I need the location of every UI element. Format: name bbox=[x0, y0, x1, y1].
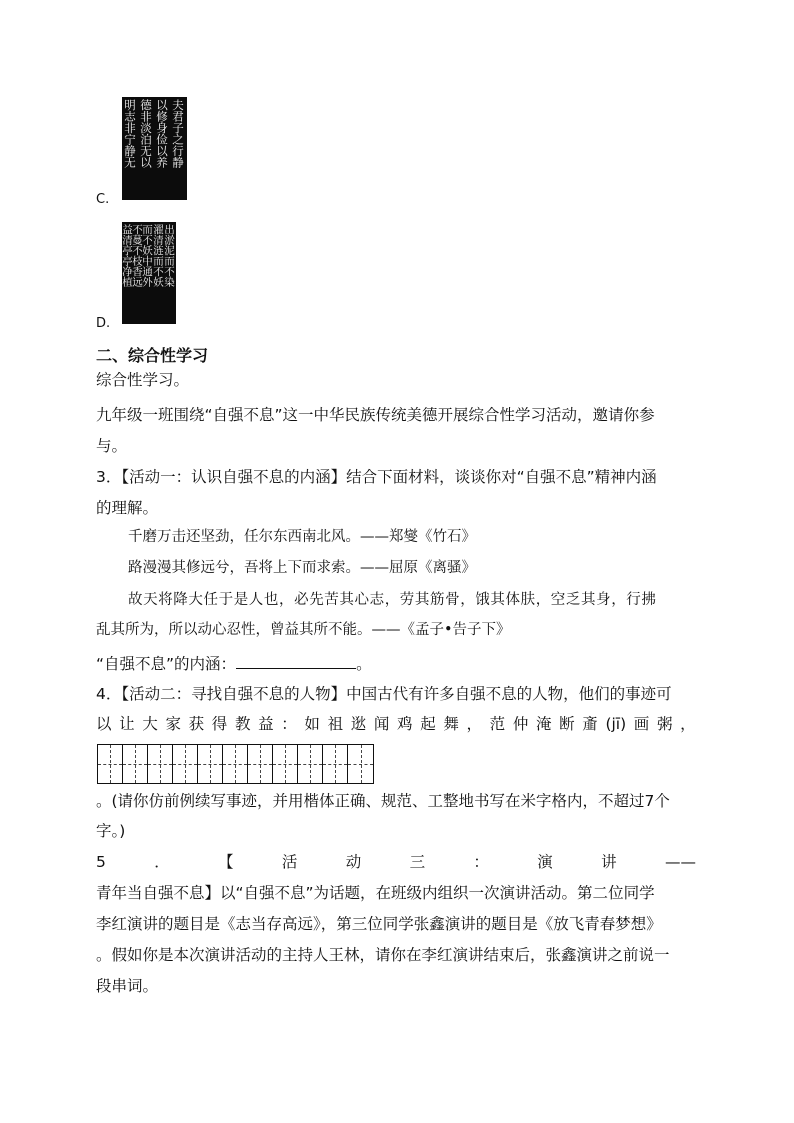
option-d-label: D. bbox=[96, 316, 111, 331]
mi-grid-cell[interactable] bbox=[348, 745, 373, 783]
q4-line: 。(请你仿前例续写事迹，并用楷体正确、规范、工整地书写在米字格内，不超过7个 bbox=[96, 792, 670, 810]
justified-char: 教 bbox=[234, 715, 251, 733]
calligraphy-column: 明志非宁静无 bbox=[123, 99, 137, 168]
calligraphy-column: 出淤泥而不染 bbox=[163, 224, 175, 287]
justified-char: 演 bbox=[537, 853, 553, 871]
justified-char: —— bbox=[664, 853, 696, 871]
justified-char: 淹 bbox=[535, 715, 552, 733]
justified-char: 起 bbox=[420, 715, 436, 733]
answer-prefix: “自强不息”的内涵： bbox=[96, 655, 237, 673]
justified-char: 逖 bbox=[350, 715, 367, 733]
justified-char: 家 bbox=[165, 715, 181, 733]
justified-char: 活 bbox=[281, 853, 298, 871]
mi-grid-cell[interactable] bbox=[123, 745, 148, 783]
calligraphy-column: 不蔓不枝香远 bbox=[131, 224, 143, 287]
calligraphy-image-d bbox=[122, 222, 176, 324]
justified-char: 粥 bbox=[656, 715, 673, 733]
q4-line: 4．【活动二：寻找自强不息的人物】中国古代有许多自强不息的人物，他们的事迹可 bbox=[96, 685, 672, 703]
mi-grid-answer-box[interactable] bbox=[97, 744, 374, 784]
calligraphy-column: 夫君子之行静 bbox=[171, 99, 185, 168]
option-c-label: C. bbox=[96, 192, 110, 207]
mi-grid-cell[interactable] bbox=[173, 745, 198, 783]
mi-grid-cell[interactable] bbox=[323, 745, 348, 783]
justified-char: 如 bbox=[304, 715, 320, 733]
calligraphy-column: 濯清涟而不妖 bbox=[152, 224, 164, 287]
mi-grid-cell[interactable] bbox=[298, 745, 323, 783]
answer-suffix: 。 bbox=[356, 655, 372, 673]
justified-char: ． bbox=[154, 853, 170, 871]
calligraphy-column: 以修身俭以养 bbox=[155, 99, 169, 168]
calligraphy-image-c bbox=[122, 97, 187, 200]
justified-char: 【 bbox=[218, 853, 234, 871]
intro-line: 与。 bbox=[96, 437, 128, 455]
justified-char: (jī) bbox=[605, 715, 627, 733]
justified-char: 画 bbox=[633, 715, 650, 733]
justified-char: 范 bbox=[489, 715, 506, 733]
q5-line: 段串词。 bbox=[96, 977, 159, 995]
mi-grid-cell[interactable] bbox=[248, 745, 273, 783]
q5-line: 青年当自强不息】以“自强不息”为话题，在班级内组织一次演讲活动。第二位同学 bbox=[96, 884, 655, 902]
justified-char: 大 bbox=[142, 715, 158, 733]
justified-char: 祖 bbox=[327, 715, 344, 733]
q5-line-justified bbox=[96, 851, 696, 873]
justified-char: ， bbox=[466, 715, 483, 733]
q4-line-justified bbox=[96, 713, 696, 735]
justified-char: 5 bbox=[96, 853, 106, 871]
justified-char: 仲 bbox=[512, 715, 529, 733]
poem-line: 路漫漫其修远兮，吾将上下而求索。——屈原《离骚》 bbox=[128, 560, 476, 576]
mi-grid-cell[interactable] bbox=[98, 745, 123, 783]
justified-char: ， bbox=[680, 715, 696, 733]
justified-char: 三 bbox=[409, 853, 426, 871]
justified-char: 让 bbox=[119, 715, 135, 733]
mi-grid-cell[interactable] bbox=[198, 745, 223, 783]
justified-char: ： bbox=[281, 715, 297, 733]
justified-char: 断 bbox=[559, 715, 575, 733]
justified-char: 得 bbox=[211, 715, 228, 733]
poem-line: 千磨万击还坚劲，任尔东西南北风。——郑燮《竹石》 bbox=[128, 529, 476, 545]
justified-char: 齑 bbox=[582, 715, 598, 733]
justified-char: 益 bbox=[258, 715, 274, 733]
intro-line: 九年级一班围绕“自强不息”这一中华民族传统美德开展综合性学习活动，邀请你参 bbox=[96, 406, 655, 424]
q3-answer-line bbox=[96, 652, 372, 675]
poem-line: 乱其所为，所以动心忍性，曾益其所不能。——《孟子•告子下》 bbox=[96, 622, 511, 638]
q5-line: 李红演讲的题目是《志当存高远》，第三位同学张鑫演讲的题目是《放飞青春梦想》 bbox=[96, 915, 662, 933]
answer-blank[interactable] bbox=[236, 652, 356, 669]
q4-line: 字。) bbox=[96, 822, 126, 840]
calligraphy-column: 益清亭亭净植 bbox=[121, 224, 133, 287]
q3-line: 3．【活动一：认识自强不息的内涵】结合下面材料，谈谈你对“自强不息”精神内涵 bbox=[96, 468, 657, 486]
q3-line: 的理解。 bbox=[96, 499, 159, 517]
mi-grid-cell[interactable] bbox=[148, 745, 173, 783]
justified-char: ： bbox=[473, 853, 489, 871]
justified-char: 鸡 bbox=[397, 715, 413, 733]
justified-char: 动 bbox=[345, 853, 362, 871]
justified-char: 讲 bbox=[601, 853, 617, 871]
section-heading: 二、综合性学习 bbox=[96, 346, 209, 365]
mi-grid-cell[interactable] bbox=[273, 745, 298, 783]
justified-char: 获 bbox=[188, 715, 205, 733]
justified-char: 以 bbox=[96, 715, 112, 733]
mi-grid-cell[interactable] bbox=[223, 745, 248, 783]
justified-char: 闻 bbox=[373, 715, 390, 733]
calligraphy-column: 德非淡泊无以 bbox=[139, 99, 153, 168]
q5-line: 。假如你是本次演讲活动的主持人王林，请你在李红演讲结束后，张鑫演讲之前说一 bbox=[96, 946, 670, 964]
calligraphy-column: 而不妖中通外 bbox=[141, 224, 153, 287]
section-subheading: 综合性学习。 bbox=[96, 371, 190, 389]
justified-char: 舞 bbox=[443, 715, 459, 733]
poem-line: 故天将降大任于是人也，必先苦其心志，劳其筋骨，饿其体肤，空乏其身，行拂 bbox=[128, 592, 657, 608]
